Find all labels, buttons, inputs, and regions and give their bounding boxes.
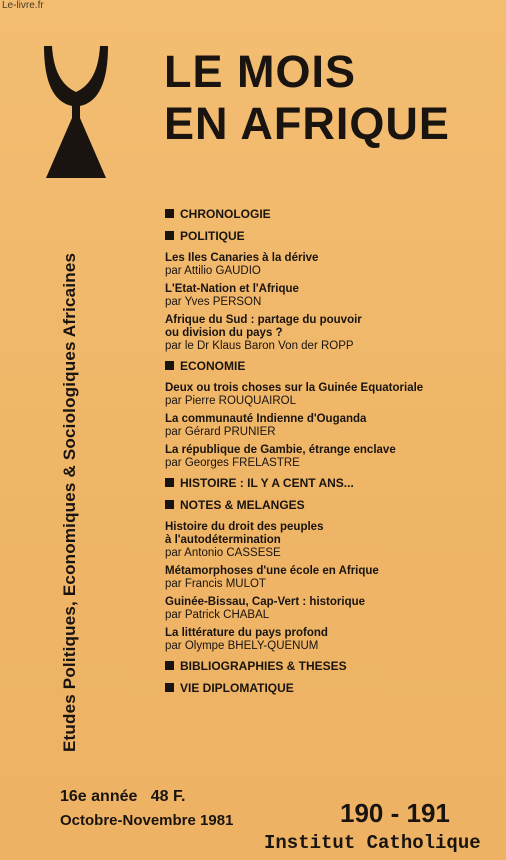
article-title: La littérature du pays profond [165, 627, 328, 639]
article-title: Histoire du droit des peuples [165, 521, 324, 533]
issue-price: 48 F. [150, 788, 186, 805]
article-author: par Gérard PRUNIER [165, 426, 276, 438]
issue-year: 16e année 48 F. [60, 788, 186, 805]
article-author: par Antonio CASSESE [165, 547, 281, 559]
library-stamp: Institut Catholique [264, 832, 481, 854]
article-entry [165, 314, 500, 353]
article-title-continued: ou division du pays ? [165, 327, 283, 339]
article-title-continued: à l'autodétermination [165, 534, 281, 546]
article-entry [165, 283, 500, 309]
square-bullet-icon [165, 661, 174, 670]
square-bullet-icon [165, 361, 174, 370]
article-entry [165, 627, 500, 653]
article-title: L'Etat-Nation et l'Afrique [165, 283, 299, 295]
section-vie-diplomatique: VIE DIPLOMATIQUE [165, 680, 500, 702]
article-author: par Patrick CHABAL [165, 609, 270, 621]
square-bullet-icon [165, 683, 174, 692]
section-histoire: HISTOIRE : IL Y A CENT ANS... [165, 475, 500, 497]
article-author: par Pierre ROUQUAIROL [165, 395, 297, 407]
article-author: par Georges FRELASTRE [165, 457, 300, 469]
article-title: Deux ou trois choses sur la Guinée Equatoriale [165, 382, 424, 394]
issue-number: 190 - 191 [340, 798, 450, 828]
article-entry [165, 596, 500, 622]
article-title: Métamorphoses d'une école en Afrique [165, 565, 379, 577]
article-author: par Francis MULOT [165, 578, 266, 590]
article-entry [165, 444, 500, 470]
section-economie: ECONOMIE [165, 358, 500, 380]
title-line-1: LE MOIS [164, 46, 357, 97]
article-entry [165, 382, 500, 408]
article-author: par Yves PERSON [165, 296, 262, 308]
article-entry [165, 565, 500, 591]
article-author: par Olympe BHELY-QUENUM [165, 640, 319, 652]
article-title: La république de Gambie, étrange enclave [165, 444, 396, 456]
section-politique: POLITIQUE [165, 228, 500, 250]
article-author: par le Dr Klaus Baron Von der ROPP [165, 340, 354, 352]
article-author: par Attilio GAUDIO [165, 265, 261, 277]
article-title: Les Iles Canaries à la dérive [165, 252, 319, 264]
square-bullet-icon [165, 478, 174, 487]
article-title: La communauté Indienne d'Ouganda [165, 413, 367, 425]
section-bibliographies: BIBLIOGRAPHIES & THESES [165, 658, 500, 680]
vertical-subtitle: Etudes Politiques, Economiques & Sociologiques Africaines [60, 252, 79, 752]
square-bullet-icon [165, 500, 174, 509]
magazine-title [164, 46, 450, 150]
section-notes: NOTES & MELANGES [165, 497, 500, 519]
section-chronologie: CHRONOLOGIE [165, 206, 500, 228]
title-line-2: EN AFRIQUE [164, 98, 450, 149]
watermark: Le-livre.fr [2, 0, 44, 11]
article-title: Afrique du Sud : partage du pouvoir [165, 314, 362, 326]
square-bullet-icon [165, 231, 174, 240]
stylized-headrest-emblem-icon [40, 42, 112, 182]
table-of-contents [165, 206, 500, 702]
article-entry [165, 521, 500, 560]
article-entry [165, 252, 500, 278]
issue-date: Octobre-Novembre 1981 [60, 812, 234, 829]
article-title: Guinée-Bissau, Cap-Vert : historique [165, 596, 366, 608]
article-entry [165, 413, 500, 439]
square-bullet-icon [165, 209, 174, 218]
